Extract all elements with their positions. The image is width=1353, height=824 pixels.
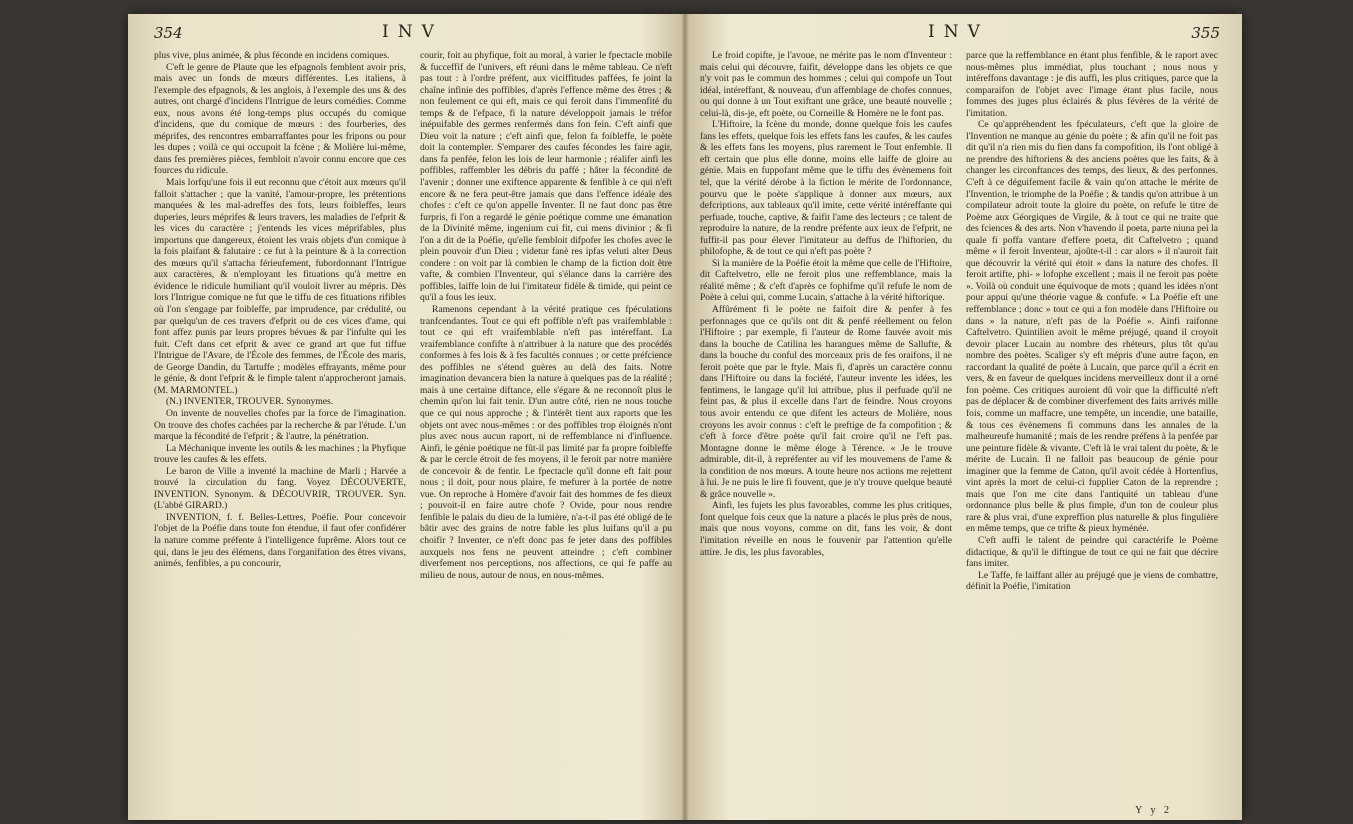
paragraph: Mais lorfqu'une fois il eut reconnu que c'étoit aux mœurs qu'il falloit s'attacher ; que la vanité, l'amour-propre, les prétentions manquées & les mal-adreffes des fots, leurs foibleffes, leurs duperies, leurs méprifes & leurs travers, les maladies de l'efprit & les vices du caractère ; j'entends les vices méprifables, plus importuns que dangereux, étoient les vrais objets d'un comique à la fois plaifant & falutaire : ce fut à la peinture & à la correction des mœurs qu'il s'attacha férieufement, fubordonnant l'Intrigue aux caractères, & n'employant les fituations qu'à mettre en évidence le ridicule humiliant qu'il vouloit livrer au mépris. Dès lors l'Intrigue comique ne fut que le tiffu de ces fituations rifibles où l'on s'engage par foibleffe, par imprudence, par crédulité, ou par quelqu'un de ces travers d'efprit ou de ces vices d'ame, qui font affez punis par leurs propres bévues & par l'infulte qui les fuit. C'eft dans cet efprit & avec ce grand art que fut tiffue l'Intrigue de l'Avare, de l'École des femmes, de l'École des maris, de George Dandin, du Tartuffe ; modèles effrayants, même pour le génie, & dont l'efprit & le fimple talent n'approcheront jamais. (M. MARMONTEL.) xyxy=(154,177,406,396)
left-column-2 xyxy=(420,50,672,810)
paragraph: Ce qu'appréhendent les fpéculateurs, c'eft que la gloire de l'Invention ne manque au génie du poète ; & afin qu'il ne foit pas dit qu'il n'a rien mis du fien dans fa compofition, ils l'ont obligé à ne prendre des hiftoriens & des anciens poètes que les faits, & à changer les circonftances des temps, des lieux, & des perfonnes. C'eft à ce déguifement facile & vain qu'on attache le mérite de l'Invention, le triomphe de la Poéfie ; & tandis qu'on attribue à un compilateur adroit toute la gloire du poète, on refufe le titre de Poème aux Géorgiques de Virgile, & à tout ce qui ne traite que des fciences & des arts. Non v'havendo il poeta, parte niuna pei la quale fi poffa vantare d'effere poeta, dit Caftelvetro ; quand même « il feroit Inventeur, ajoûte-t-il : car alors » il n'auroit fait que découvrir la vérité qui étoit » dans la nature des chofes. Il feroit artifte, phi- » lofophe excellent ; mais il ne feroit pas poète ». Voilà où conduit une équivoque de mots ; quand les idées n'ont pour appui qu'une théorie vague & confufe. « La Poéfie eft une reffemblance ; donc » tout ce qui a fon modèle dans l'Hiftoire ou dans » la nature, n'eft pas de la Poéfie ». Ainfi raifonne Caftelvetro. Quintilien avoit le même préjugé, quand il croyoit devoir placer Lucain au nombre des rhéteurs, plus tôt qu'au nombre des poètes. Scaliger s'y eft mépris d'une autre façon, en raccordant la qualité de poète à Lucain, que parce qu'il a écrit en vers, & en faveur de quelques incidens merveilleux dont il a orné fon poème. Ces critiques auroient dû voir que la difficulté n'eft pas de déplacer & de combiner diverfement des faits arrivés mille fois, comme un maffacre, une tempête, un incendie, une bataille, & tous ces évènemens fi communs dans les annales de la malheureufe humanité ; mais de les rendre préfens à la penfée par une peinture fidèle & vivante. C'eft là le vrai talent du poète, & le mérite de Lucain. Il ne falloit pas beaucoup de génie pour imaginer que la femme de Caton, qu'il avoit cédée à Hortenfius, vint après la mort de celui-ci fupplier Caton de la reprendre ; mais que l'on me cite dans l'antiquité un tableau d'une ordonnance plus belle & plus fimple, d'un ton de couleur plus rare & plus vrai, d'une expreffion plus naturelle & plus fingulière en même temps, que ce trifte & pieux hyménée. xyxy=(966,119,1218,535)
paragraph: La Méchanique invente les outils & les machines ; la Phyfique trouve les caufes & les effets. xyxy=(154,442,406,466)
paragraph: Si la manière de la Poéfie étoit la même que celle de l'Hiftoire, dit Caftelvetro, elle ne feroit plus une reffemblance, mais la réalité même ; & c'eft d'après ce fophifme qu'il refufe le nom de Poète à celui qui, comme Lucain, s'attache à la vérité hiftorique. xyxy=(700,257,952,304)
paragraph: Le baron de Ville a inventé la machine de Marli ; Harvée a trouvé la circulation du fang. Voyez DÉCOUVERTE, INVENTION. Synonym. & DÉCOUVRIR, TROUVER. Syn. (L'abbé GIRARD.) xyxy=(154,465,406,512)
paragraph: On invente de nouvelles chofes par la force de l'imagination. On trouve des chofes cachées par la recherche & par l'étude. L'un marque la fécondité de l'efprit ; & l'autre, la pénétration. xyxy=(154,407,406,443)
entry-heading: INVENTION, f. f. Belles-Lettres, Poéfie. Pour concevoir l'objet de la Poéfie dans toute fon étendue, il faut ofer confidérer la nature comme préfente à l'intelligence fuprême. Alors tout ce qui, dans le jeu des élémens, dans l'organifation des êtres vivans, animés, fenfibles, a pu concourir, xyxy=(154,511,406,570)
paragraph: C'eft le genre de Plaute que les efpagnols femblent avoir pris, mais avec un fonds de mœurs différentes. Les italiens, à l'exemple des efpagnols, & les anglois, à l'exemple des uns & des autres, ont chargé d'incidens l'Intrigue de leurs comédies. Comme eux, nous avons été long-temps plus occupés du comique d'incidens, que du comique de mœurs : des fourberies, des méprifes, des rencontres embarraffantes pour les fripons ou pour les dupes ; voilà ce qui occupoit la fcène ; & Molière lui-même, dans fes premières pièces, fembloit n'avoir connu encore que ces fources du ridicule. xyxy=(154,61,406,177)
paragraph: Le froid copifte, je l'avoue, ne mérite pas le nom d'Inventeur : mais celui qui découvre, faifit, développe dans les objets ce que n'y voit pas le commun des hommes ; celui qui compofe un Tout idéal, intéreffant, & nouveau, d'un affemblage de chofes connues, ou qui donne à un Tout exiftant une grâce, une beauté nouvelle ; celui-là, dis-je, eft poète, ou Corneille & Homère ne le font pas. xyxy=(700,50,952,119)
left-column-1 xyxy=(154,50,406,810)
right-column-1 xyxy=(700,50,952,810)
paragraph: courir, foit au phyfique, foit au moral, à varier le fpectacle mobile & fucceffif de l'univers, eft réuni dans le même tableau. Ce n'eft pas tout : à l'ordre préfent, aux viciffitudes paffées, fe joint la chaîne infinie des poffibles, d'après l'effence même des êtres ; & non feulement ce qui eft, mais ce qui feroit dans l'immenfité du temps & de l'efpace, fi la nature développoit jamais le tréfor inépuifable des germes renfermés dans fon fein. C'eft ainfi que Dieu voit la nature ; c'eft ainfi que, felon fa foibleffe, le poète doit la contempler. S'emparer des caufes fécondes les faire agir, dans fa penfée, felon les lois de leur harmonie ; réalifer ainfi les poffibles, raffembler les débris du paffé ; hâter la fécondité de l'avenir ; donner une exiftence apparente & fenfible à ce qui n'eft encore & ne fera peut-être jamais que dans l'effence idéale des chofes : c'eft ce qu'on appelle Inventer. Il ne faut donc pas être furpris, fi l'on a regardé le génie poétique comme une émanation de la Divinité même, ingenium cui fit, cui mens divinior ; & fi l'on a dit de la Poéfie, qu'elle fembloit difpofer les chofes avec le plein pouvoir d'un Dieu ; videtur fanè res ipfas veluti alter Deus condere : on voit par là combien le champ de la fiction doit être vafte, & combien l'Inventeur, qui s'élance dans la carrière des poffibles, laiffe loin de lui l'imitateur fidèle & timide, qui peint ce qu'il a fous les ieux. xyxy=(420,50,672,304)
left-page-number: 354 xyxy=(154,24,183,42)
right-page-header xyxy=(700,20,1220,46)
paragraph: L'Hiftoire, la fcène du monde, donne quelque fois les caufes fans les effets, quelque fois les effets fans les caufes, & les caufes & les effets fans les moyens, plus rarement le Tout enfemble. Il eft certain que plus elle donne, moins elle laiffe de gloire au génie. Mais en fuppofant même que le tiffu des évènemens foit tel, que la vérité dérobe à la fiction le mérite de l'ordonnance, pourvu que le poète s'applique à donner aux mœurs, aux defcriptions, aux tableaux qu'il imite, cette vérité intéreffante qui perfuade, touche, captive, & faifit l'ame des lecteurs ; ce talent de reproduire la nature, de la rendre préfente aux ieux de l'efprit, ne fuffit-il pas pour élever l'imitateur au deffus de l'hiftorien, du philofophe, & de tout ce qui n'eft pas poète ? xyxy=(700,119,952,258)
right-page xyxy=(700,22,1220,810)
book-gutter xyxy=(681,14,689,820)
entry-heading: (N.) INVENTER, TROUVER. Synonymes. xyxy=(166,396,334,408)
paragraph: C'eft auffi le talent de peindre qui caractérife le Poème didactique, & qu'il le diftingue de tout ce qui ne fait que décrire fans imiter. xyxy=(966,534,1218,570)
paragraph: Le Taffe, fe laiffant aller au préjugé que je viens de combattre, définit la Poéfie, l'imitation xyxy=(966,569,1218,593)
right-column-2 xyxy=(966,50,1218,810)
right-page-number: 355 xyxy=(1191,24,1220,42)
paragraph: plus vive, plus animée, & plus féconde en incidens comiques. xyxy=(154,50,390,61)
paragraph: Ainfi, les fujets les plus favorables, comme les plus critiques, font quelque fois ceux que la nature a placés le plus près de nous, mais que nous voyons, comme on dit, fans les voir, & dont l'imitation réveille en nous le fouvenir par l'attention qu'elle attire. Je dis, les plus favorables, xyxy=(700,500,952,558)
left-page-header xyxy=(154,20,674,46)
paragraph: Affûrément fi le poète ne faifoit dire & penfer à fes perfonnages que ce qu'ils ont dit & penfé réellement ou felon l'Hiftoire ; par exemple, fi l'auteur de Rome fauvée avoit mis dans la bouche de Catilina les harangues même de Sallufte, & dans la bouche du conful des morceaux pris de fes oraifons, il ne feroit poète que par le ftyle. Mais fi, d'après un caractère connu dans l'Hiftoire ou dans la fociété, l'auteur invente les idées, les fentimens, le langage qu'il lui attribue, plus il perfuade qu'il ne feint pas, & plus il excelle dans l'art de feindre. Nous croyons tous avoir entendu ce que difent les acteurs de Molière, nous croyons les avoir connus : c'eft le preftige de fa compofition ; & c'eft à force d'être poète qu'il fait croire qu'il ne l'eft pas. Montagne donne le même éloge à Térence. « Je le trouve admirable, dit-il, à repréfenter au vif les mouvemens de l'ame & la condition de nos mœurs. A toute heure nos actions me rejettent à lui. Je ne puis le lire fi fouvent, que je n'y trouve quelque beauté & grâce nouvelle ». xyxy=(700,304,952,500)
signature-mark: Y y 2 xyxy=(1135,805,1172,816)
book-spread xyxy=(128,14,1242,820)
left-page xyxy=(154,22,674,810)
left-page-title: INV xyxy=(382,22,443,42)
paragraph: parce que la reffemblance en étant plus fenfible, & le raport avec nous-mêmes plus immédiat, plus touchant ; nous nous y intéreffons davantage : je dis auffi, les plus critiques, parce que la comparaifon de l'objet avec l'image étant plus facile, nous fommes des juges plus éclairés & plus févères de la vérité de l'imitation. xyxy=(966,50,1218,119)
right-page-title: INV xyxy=(928,22,989,42)
paragraph: Ramenons cependant à la vérité pratique ces fpéculations tranfcendantes. Tout ce qui eft poffible n'eft pas vraifemblable : tout ce qui eft vraifemblable n'eft pas intéreffant. La vraifemblance confifte à n'attribuer à la nature que des procédés conformes à fes lois & à fes facultés connues ; or cette préfcience des poffibles ne s'étend guères au delà des faits. Notre imagination devancera bien la nature à quelques pas de la réalité ; mais à une certaine diftance, elle s'égare & ne reconnoît plus le chemin qu'on lui fait tenir. D'un autre côté, rien ne nous touche que ce qui nous approche ; & l'intérêt tient aux raports que les objets ont avec nous-mêmes : or des poffibles trop éloignés n'ont plus avec nous aucun raport, ni de reffemblance ni d'influence. Ainfi, le génie poétique ne fût-il pas limité par fa propre foibleffe & par le cercle étroit de fes moyens, il le feroit par notre manière de concevoir & de fentir. Le fpectacle qu'il donne eft fait pour nous ; il doit, pour nous plaire, fe mefurer à la portée de notre vue. On reproche à Homère d'avoir fait des hommes de fes dieux ; pouvoit-il en faire autre chofe ? Ovide, pour nous rendre fenfible le palais du dieu de la lumière, n'a-t-il pas été obligé de le bâtir avec des grains de notre fable les plus luifans qu'il a pu choifir ? Inventer, ce n'eft donc pas fe jeter dans des poffibles auxquels nos fens ne peuvent atteindre ; c'eft combiner diverfement nos perceptions, nos affections, ce qui fe paffe au milieu de nous, autour de nous, en nous-mêmes. xyxy=(420,304,672,581)
